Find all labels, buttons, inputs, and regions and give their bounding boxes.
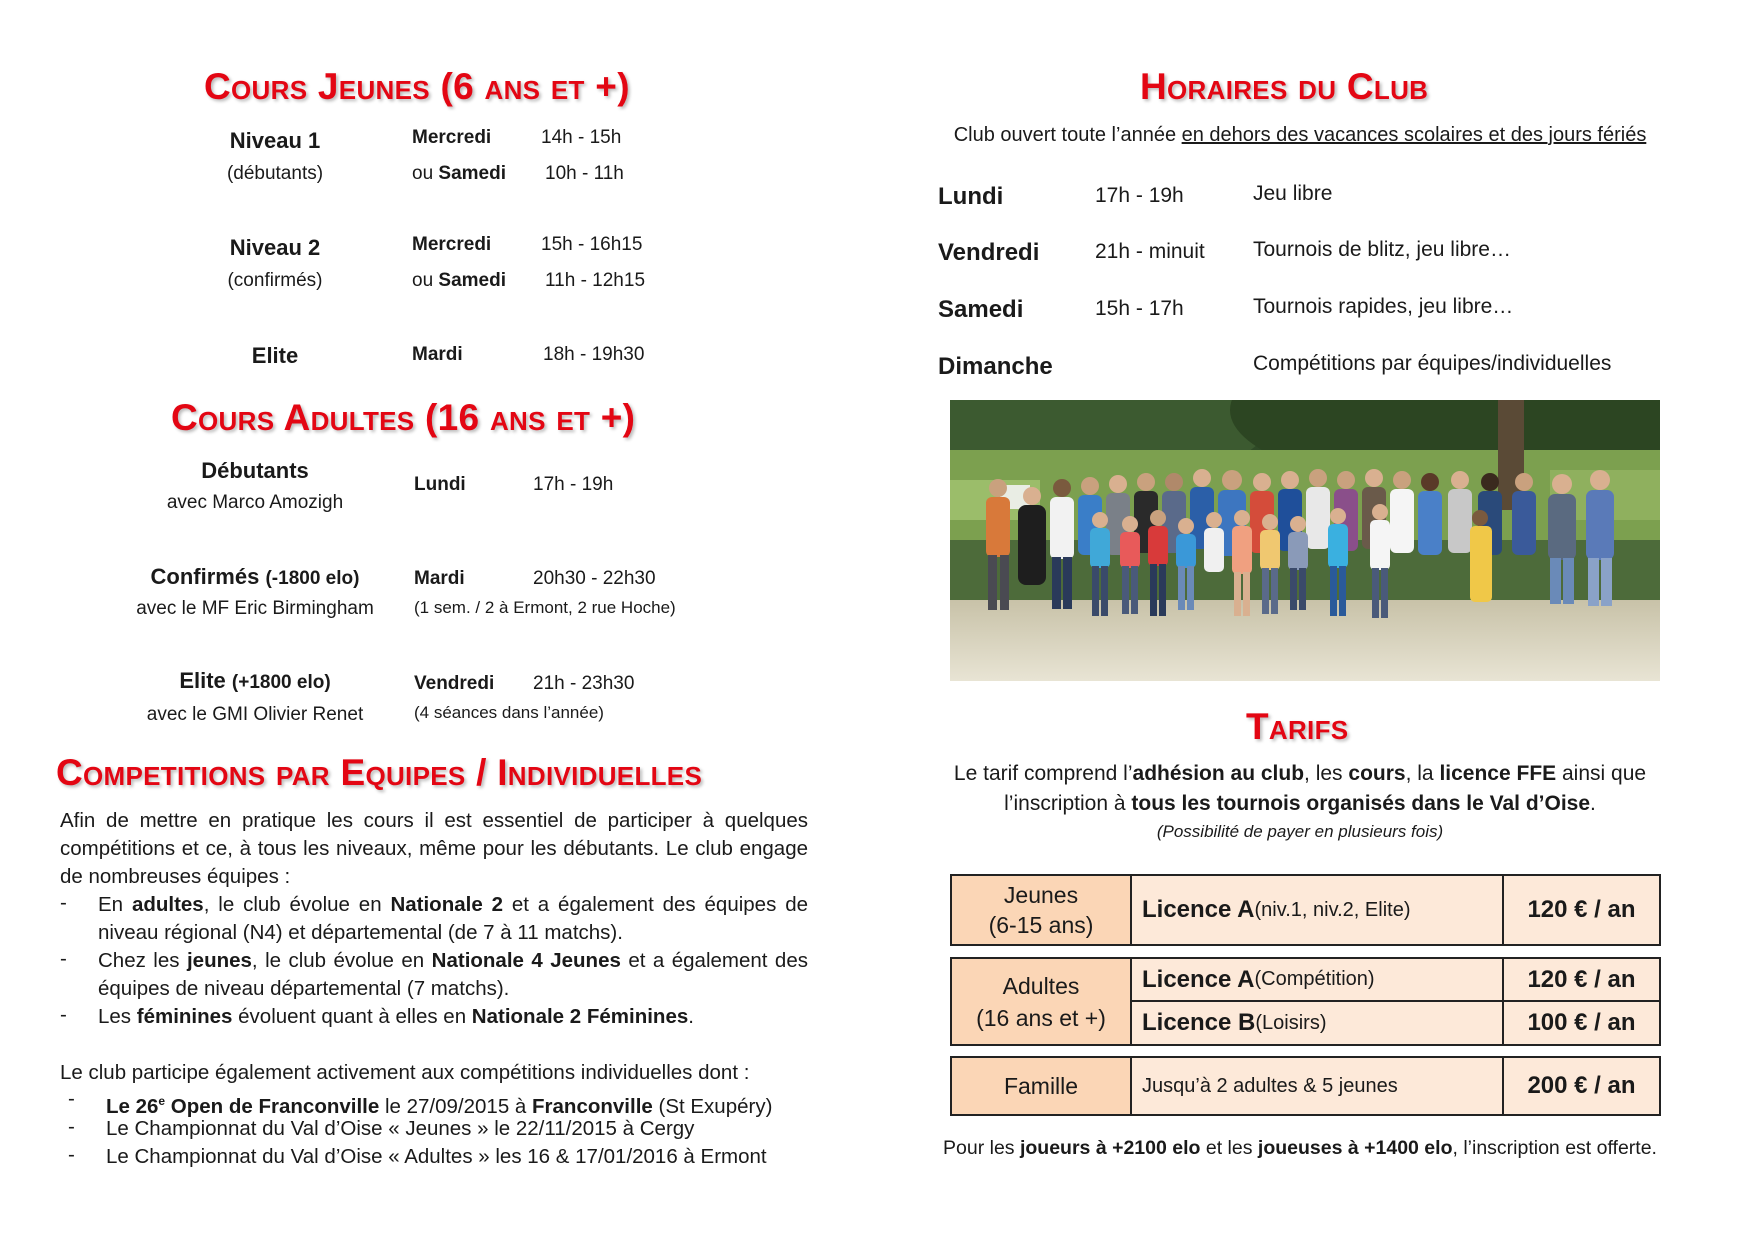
club-group-photo (950, 400, 1660, 681)
horaires-time-lundi: 17h - 19h (1095, 184, 1184, 207)
horaires-subtitle: Club ouvert toute l’année en dehors des vacances scolaires et des jours fériés (953, 124, 1647, 146)
elite-adultes-coach: avec le GMI Olivier Renet (146, 704, 364, 725)
bullet-feminines: Les féminines évoluent quant à elles en Nationale 2 Féminines. (98, 1005, 694, 1028)
bullet-dash: - (68, 1115, 75, 1138)
tarif-jeunes-price: 120 € / an (1502, 874, 1661, 946)
horaires-activity-vendredi: Tournois de blitz, jeu libre… (1253, 238, 1511, 261)
indiv-champ-adultes: Le Championnat du Val d’Oise « Adultes » les 16 & 17/01/2016 à Ermont (106, 1145, 767, 1168)
niveau1-sub: (débutants) (226, 163, 324, 184)
horaires-day-vendredi: Vendredi (938, 239, 1040, 266)
niveau2-name: Niveau 2 (229, 235, 321, 260)
niveau1-time2: 10h - 11h (545, 163, 624, 184)
tarif-jeunes-licence: Licence A (niv.1, niv.2, Elite) (1130, 874, 1504, 946)
horaires-time-samedi: 15h - 17h (1095, 297, 1184, 320)
horaires-title: Horaires du Club (1140, 66, 1429, 107)
horaires-activity-dimanche: Compétitions par équipes/individuelles (1253, 352, 1612, 375)
elite-adultes-time: 21h - 23h30 (533, 673, 635, 694)
tarifs-note: (Possibilité de payer en plusieurs fois) (1156, 822, 1444, 841)
niveau1-day2-line: ou Samedi (412, 163, 507, 184)
niveau2-day2-line: ou Samedi (412, 270, 507, 291)
niveau2-sub: (confirmés) (227, 270, 323, 291)
bullet-jeunes: Chez les jeunes, le club évolue en Nationale 4 Jeunes et a également des équipes de niveau départemental (7 matchs). (98, 949, 808, 1000)
tarif-famille-detail: Jusqu’à 2 adultes & 5 jeunes (1130, 1056, 1504, 1116)
tarif-adultes-licence-a: Licence A (Compétition) (1130, 957, 1504, 1002)
bullet-dash: - (60, 1003, 67, 1026)
indiv-open-franconville: Le 26e Open de Franconville le 27/09/2015 à Franconville (St Exupéry) (106, 1094, 773, 1118)
tarif-adultes-category: Adultes (16 ans et +) (950, 957, 1132, 1046)
bullet-dash: - (60, 891, 67, 914)
bullet-dash: - (68, 1087, 75, 1110)
tarifs-line2: l’inscription à tous les tournois organisés dans le Val d’Oise. (1004, 792, 1596, 815)
bullet-adultes: En adultes, le club évolue en Nationale 2 et a également des équipes de niveau régional (N4) et départemental (de 7 à 11 matchs). (98, 893, 808, 944)
horaires-time-vendredi: 21h - minuit (1095, 240, 1205, 263)
tarif-adultes-price-b: 100 € / an (1502, 1000, 1661, 1046)
niveau1-day1: Mercredi (412, 127, 492, 148)
elite-adultes-name: Elite (+1800 elo) (179, 668, 331, 693)
bullet-dash: - (68, 1143, 75, 1166)
elite-jeunes-name: Elite (251, 343, 299, 368)
niveau1-name: Niveau 1 (229, 128, 321, 153)
competitions-title: Competitions par Equipes / Individuelles (56, 752, 703, 793)
indiv-champ-jeunes: Le Championnat du Val d’Oise « Jeunes » le 22/11/2015 à Cergy (106, 1117, 695, 1140)
cours-jeunes-title: Cours Jeunes (6 ans et +) (204, 66, 630, 107)
debutants-time: 17h - 19h (533, 474, 614, 495)
debutants-coach: avec Marco Amozigh (166, 492, 344, 513)
horaires-activity-lundi: Jeu libre (1253, 182, 1333, 205)
cours-adultes-title: Cours Adultes (16 ans et +) (171, 397, 636, 438)
tarif-adultes-price-a: 120 € / an (1502, 957, 1661, 1002)
elite-jeunes-time: 18h - 19h30 (543, 344, 645, 365)
bullet-dash: - (60, 947, 67, 970)
niveau2-time1: 15h - 16h15 (541, 234, 643, 255)
niveau2-day1: Mercredi (412, 234, 492, 255)
elite-jeunes-day: Mardi (412, 344, 463, 365)
tarifs-footer: Pour les joueurs à +2100 elo et les joueuses à +1400 elo, l’inscription est offerte. (943, 1137, 1657, 1159)
tarifs-title: Tarifs (1246, 706, 1349, 747)
tarif-famille-price: 200 € / an (1502, 1056, 1661, 1116)
tarif-famille-category: Famille (950, 1056, 1132, 1116)
confirmes-note: (1 sem. / 2 à Ermont, 2 rue Hoche) (414, 598, 676, 617)
confirmes-day: Mardi (414, 568, 465, 589)
confirmes-coach: avec le MF Eric Birmingham (136, 598, 374, 619)
confirmes-name: Confirmés (-1800 elo) (150, 564, 360, 589)
debutants-name: Débutants (201, 458, 309, 483)
elite-adultes-day: Vendredi (414, 673, 495, 694)
horaires-day-lundi: Lundi (938, 183, 1004, 210)
elite-adultes-note: (4 séances dans l’année) (414, 703, 604, 722)
confirmes-time: 20h30 - 22h30 (533, 568, 656, 589)
tarifs-line1: Le tarif comprend l’adhésion au club, les cours, la licence FFE ainsi que (953, 762, 1647, 785)
tarif-adultes-licence-b: Licence B (Loisirs) (1130, 1000, 1504, 1046)
niveau2-time2: 11h - 12h15 (545, 270, 646, 291)
competitions-intro: Afin de mettre en pratique les cours il est essentiel de participer à quelques compétitions et ce, à tous les niveaux, même pour les débutants. Le club engage de nombreuses équipes : (60, 809, 808, 888)
niveau1-time1: 14h - 15h (541, 127, 622, 148)
horaires-day-dimanche: Dimanche (938, 353, 1053, 380)
horaires-activity-samedi: Tournois rapides, jeu libre… (1253, 295, 1514, 318)
debutants-day: Lundi (414, 474, 466, 495)
horaires-day-samedi: Samedi (938, 296, 1024, 323)
indiv-intro: Le club participe également activement aux compétitions individuelles dont : (60, 1061, 750, 1084)
tarif-jeunes-category: Jeunes (6-15 ans) (950, 874, 1132, 946)
